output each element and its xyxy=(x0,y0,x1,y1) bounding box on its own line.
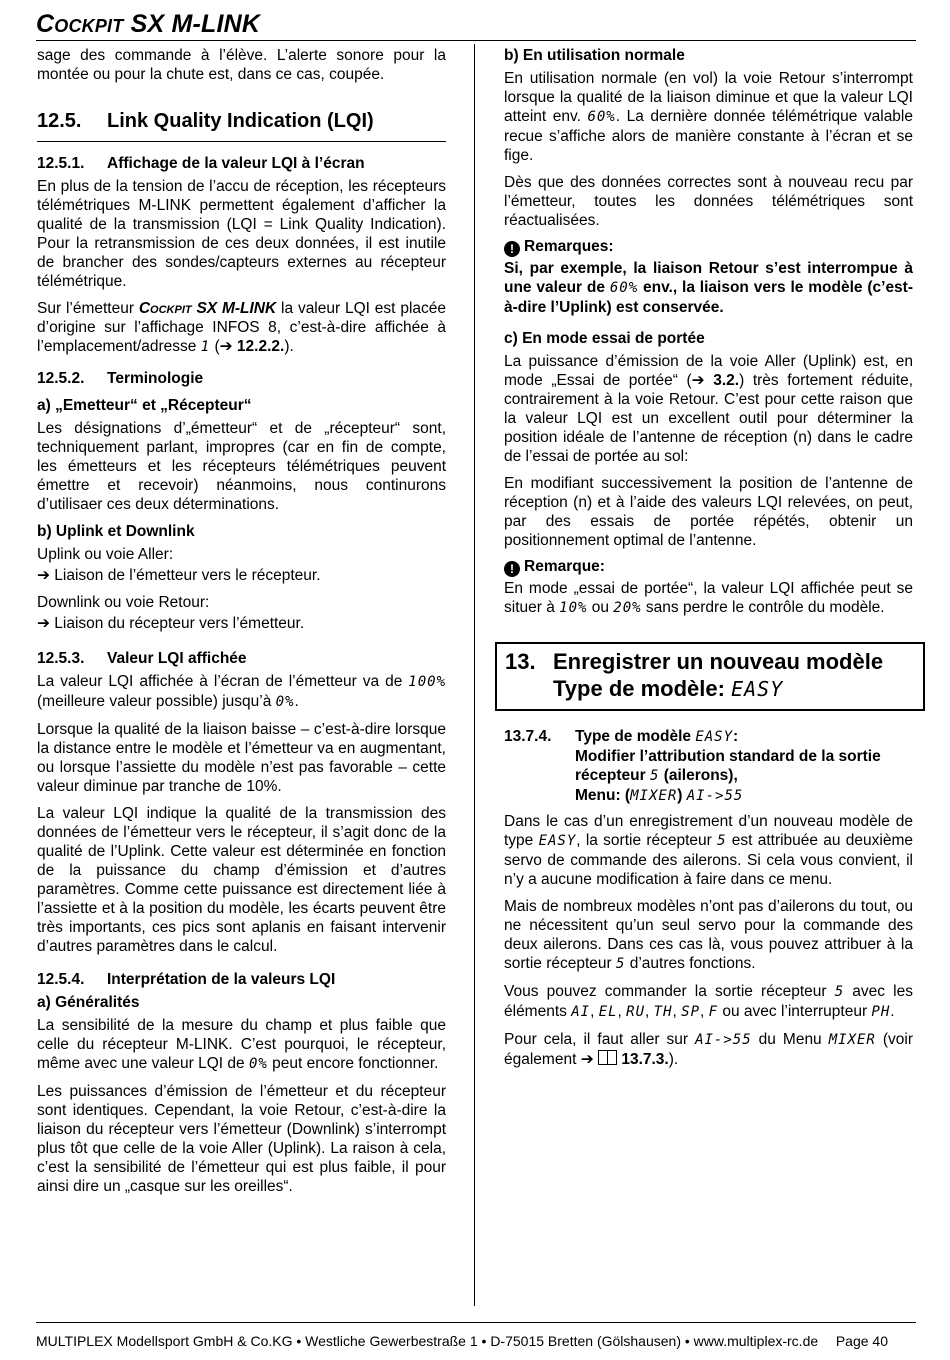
text: avec les éléments xyxy=(504,983,913,1020)
arrow-right-icon: ➔ xyxy=(37,615,50,632)
heading-line xyxy=(504,786,913,806)
text: la valeur LQI est placée d’origine sur l’affichage INFOS 8, c’est-à-dire affichée à l’emplacement/adresse xyxy=(37,300,446,355)
note-title: Remarques: xyxy=(524,238,614,255)
lcd-text: AI->55 xyxy=(695,1032,752,1048)
page-header-title xyxy=(36,10,260,39)
text: ou avec l’interrupteur xyxy=(718,1003,872,1020)
brand-model: SX M-LINK xyxy=(123,10,261,38)
arrow-right-icon: ➔ xyxy=(219,338,233,355)
note-heading xyxy=(504,558,913,577)
arrow-right-icon: ➔ xyxy=(580,1051,594,1068)
text: Menu: ( xyxy=(575,787,631,804)
heading-line: Modifier l’attribution standard de la sortie xyxy=(575,748,881,765)
lcd-text: 5 xyxy=(717,833,727,849)
text: (meilleure valeur possible) jusqu’à xyxy=(37,693,276,710)
paragraph xyxy=(504,579,913,618)
lcd-text: 5 xyxy=(649,768,660,784)
text: d’autres fonctions. xyxy=(625,955,756,972)
header-rule xyxy=(36,40,916,41)
section-13-7-4-heading xyxy=(504,727,913,806)
lcd-text: F xyxy=(708,1004,719,1020)
subheading: b) Uplink et Downlink xyxy=(37,523,195,540)
text: , xyxy=(617,1003,627,1020)
text: récepteur xyxy=(575,767,650,784)
text: : xyxy=(733,728,739,745)
paragraph xyxy=(37,614,446,633)
paragraph xyxy=(504,897,913,974)
lcd-text: AI xyxy=(571,1004,591,1020)
text: peut encore fonctionner. xyxy=(267,1055,439,1072)
text: Sur l’émetteur xyxy=(37,300,139,317)
lcd-text: 0% xyxy=(275,694,295,710)
section-12-5-2-heading xyxy=(37,369,446,388)
subheading: c) En mode essai de portée xyxy=(504,330,705,347)
paragraph xyxy=(504,982,913,1022)
footer-rule xyxy=(36,1322,916,1323)
lcd-text: 60% xyxy=(609,280,639,296)
section-number: 13.7.4. xyxy=(504,728,552,745)
lcd-text: EASY xyxy=(538,833,577,849)
subheading: a) „Emetteur“ et „Récepteur“ xyxy=(37,397,252,414)
text: . xyxy=(890,1003,895,1020)
note-title: Remarque: xyxy=(524,558,605,575)
arrow-right-icon: ➔ xyxy=(691,372,705,389)
section-title: Interprétation de la valeurs LQI xyxy=(107,971,336,988)
text: . xyxy=(294,693,299,710)
text: Liaison du récepteur vers l’émetteur. xyxy=(50,615,305,632)
text: La sensibilité de la mesure du champ et plus faible que celle du récepteur M-LINK. C’est pourquoi, le récepteur, même avec une valeur LQI de xyxy=(37,1017,446,1072)
lcd-text: 10% xyxy=(559,600,588,616)
exclamation-icon: ! xyxy=(504,561,520,577)
column-divider xyxy=(474,44,475,1306)
paragraph: Downlink ou voie Retour: xyxy=(37,594,210,611)
section-number: 13. xyxy=(505,649,536,674)
footer-text: MULTIPLEX Modellsport GmbH & Co.KG • Westliche Gewerbestraße 1 • D-75015 Bretten (Gölshausen) • www.multiplex-rc.de xyxy=(36,1333,819,1349)
text: (ailerons), xyxy=(659,767,738,784)
text: , xyxy=(672,1003,682,1020)
lcd-text: EASY xyxy=(731,677,784,701)
paragraph: Les puissances d’émission de l’émetteur et du récepteur sont identiques. Cependant, la voie Retour, c’est-à-dire la liaison du récepteur vers l’émetteur (Downlink) s’interrompt plus tôt que celle de la voie Aller (Uplink). La raison à cela, c’est la sensibilité de l’émetteur qui est plus faible, il pour ainsi dire un „casque sur les oreilles“. xyxy=(37,1083,446,1195)
lcd-text: EASY xyxy=(695,729,734,745)
text: , xyxy=(645,1003,654,1020)
note-paragraph xyxy=(504,259,913,317)
section-rule xyxy=(37,141,446,142)
text: , xyxy=(590,1003,599,1020)
text: Mais de nombreux modèles n’ont pas d’ailerons du tout, ou ne nécessitent qu’un seul servo pour la commande des deux ailerons. Dans ces cas là, vous pouvez attribuer à la sortie récepteur xyxy=(504,898,913,972)
left-column xyxy=(37,46,446,1204)
text: . La dernière donnée télémétrique valable recue s’affiche alors de manière constante à l’écran et se fige. xyxy=(504,108,913,164)
paragraph xyxy=(504,1030,913,1069)
text: (voir également xyxy=(504,1031,913,1068)
section-12-5-heading xyxy=(37,110,446,133)
paragraph xyxy=(37,299,446,357)
paragraph xyxy=(504,352,913,466)
lcd-text: 5 xyxy=(616,956,626,972)
section-13-line2 xyxy=(505,675,915,703)
text: ( xyxy=(210,338,220,355)
text: , la sortie récepteur xyxy=(576,832,718,849)
brand-model: SX M-LINK xyxy=(191,300,277,317)
paragraph: sage des commande à l’élève. L’alerte sonore pour la montée ou pour la chute est, dans ce cas, coupée. xyxy=(37,47,446,83)
lcd-text: 5 xyxy=(834,984,845,1000)
lcd-text: MIXER xyxy=(630,788,678,804)
section-13-line1 xyxy=(505,648,915,675)
lcd-text: 1 xyxy=(200,339,211,355)
paragraph: La valeur LQI indique la qualité de la transmission des données de l’émetteur vers le récepteur, il s’agit donc de la qualité de l’Uplink. Cette valeur est déterminée en fonction de la puissance du champ d’émission et d’autres paramètres. Comme cette puissance est directement liée à l’assiette et à la position du modèle, les écarts peuvent être très importants, ces pics sont aplanis en faisant intervenir d’autres paramètres dans le calcul. xyxy=(37,805,446,955)
section-title: Link Quality Indication (LQI) xyxy=(107,110,374,132)
text: La puissance d’émission de la voie Aller (Uplink) est, en mode „Essai de portée“ ( xyxy=(504,353,913,389)
text: env., la liaison vers le modèle (c’est-à-dire l’Uplink) est conservée. xyxy=(504,279,914,316)
section-number: 12.5.1. xyxy=(37,155,85,172)
lcd-text: 20% xyxy=(613,600,642,616)
section-title: Affichage de la valeur LQI à l’écran xyxy=(107,155,365,172)
section-title: Valeur LQI affichée xyxy=(107,650,247,667)
lcd-text: 0% xyxy=(248,1056,268,1072)
lcd-text: RU xyxy=(626,1004,646,1020)
text: ). xyxy=(668,1051,679,1068)
lcd-text: TH xyxy=(653,1004,673,1020)
lcd-text: SP xyxy=(681,1004,700,1020)
section-number: 12.5.2. xyxy=(37,370,85,387)
text: du Menu xyxy=(751,1031,829,1048)
brand-small-caps: Cockpit xyxy=(138,300,192,317)
paragraph xyxy=(504,812,913,889)
text: Dans le cas d’un enregistrement d’un nouveau modèle de type xyxy=(504,813,913,849)
text: sans perdre le contrôle du modèle. xyxy=(641,599,885,616)
right-column xyxy=(504,46,913,1077)
text: Liaison de l’émetteur vers le récepteur. xyxy=(50,567,321,584)
paragraph xyxy=(37,566,446,585)
cross-reference: 12.2.2. xyxy=(236,338,285,355)
text: ) très fortement réduite, contrairement à la voie Retour. C’est pour cette raison que la valeur LQI est un excellent outil pour déterminer la position idéale de l’antenne de réception (n) dans le cadre de l’essai de portée au sol: xyxy=(504,372,913,465)
exclamation-icon: ! xyxy=(504,241,520,257)
text: , xyxy=(700,1003,709,1020)
lcd-text: 60% xyxy=(587,109,616,125)
text: Type de modèle: xyxy=(553,676,732,701)
text: Type de modèle xyxy=(575,728,696,745)
lcd-text: PH xyxy=(871,1004,891,1020)
lcd-text: EL xyxy=(598,1004,618,1020)
text: ). xyxy=(284,338,294,355)
paragraph: Uplink ou voie Aller: xyxy=(37,546,174,563)
page-number: Page 40 xyxy=(835,1333,888,1349)
text: est attribuée au deuxième servo de commande des ailerons. Si cela vous convient, il n’y a aucune modification à faire dans ce menu. xyxy=(504,832,913,888)
section-12-5-3-heading xyxy=(37,649,446,668)
paragraph: Les désignations d’„émetteur“ et de „récepteur“ sont, techniquement parlant, impropres (car en fin de compte, les émetteurs et les récepteurs télémétriques peuvent émettre et recevoir) néanmoins, nous continurons d’utilisaer ces deux déterminations. xyxy=(37,420,446,513)
paragraph xyxy=(37,672,446,712)
text: En mode „essai de portée“, la valeur LQI affichée peut se situer à xyxy=(504,580,913,616)
section-number: 12.5.4. xyxy=(37,971,85,988)
heading-line xyxy=(504,727,913,747)
section-title: Enregistrer un nouveau modèle xyxy=(553,649,884,674)
section-12-5-4-heading xyxy=(37,970,446,989)
text: ou xyxy=(587,599,614,616)
heading-line xyxy=(504,766,913,786)
brand-small-caps: Cockpit xyxy=(36,10,124,38)
cross-reference: 13.7.3. xyxy=(621,1051,669,1068)
paragraph: En modifiant successivement la position de l’antenne de réception (n) et à l’aide des valeurs LQI relevées, on peut, par des essais de portée répétés, obtenir un positionnement optimal de l’antenne. xyxy=(504,475,913,549)
note-heading xyxy=(504,238,913,257)
subheading: a) Généralités xyxy=(37,994,140,1011)
book-icon xyxy=(598,1050,617,1065)
section-number: 12.5.3. xyxy=(37,650,85,667)
lcd-text: 100% xyxy=(408,674,446,690)
text: La valeur LQI affichée à l’écran de l’émetteur va de xyxy=(37,673,409,690)
text: Pour cela, il faut aller sur xyxy=(504,1031,696,1048)
text: ) xyxy=(677,787,687,804)
paragraph: En plus de la tension de l’accu de réception, les récepteurs télémétriques M-LINK permettent également d’afficher la qualité de la transmission (LQI = Link Quality Indication). Pour la retransmission de ces deux données, il est inutile de brancher des sondes/capteurs externes au récepteur télémétrique. xyxy=(37,178,446,290)
arrow-right-icon: ➔ xyxy=(37,567,50,584)
section-12-5-1-heading xyxy=(37,154,446,173)
section-13-heading-box xyxy=(495,642,925,711)
text: En utilisation normale (en vol) la voie Retour s’interrompt lorsque la qualité de la liaison diminue et que la valeur LQI atteint env. xyxy=(504,70,913,125)
text: Vous pouvez commander la sortie récepteur xyxy=(504,983,835,1000)
paragraph: Dès que des données correctes sont à nouveau recu par l’émetteur, toutes les données télémétriques sont réactualisées. xyxy=(504,174,913,229)
section-number: 12.5. xyxy=(37,110,82,132)
subheading: b) En utilisation normale xyxy=(504,47,685,64)
paragraph xyxy=(504,69,913,165)
text: Si, par exemple, la liaison Retour s’est interrompue à une valeur de xyxy=(504,260,913,296)
section-title: Terminologie xyxy=(107,370,204,387)
paragraph xyxy=(37,1016,446,1074)
lcd-text: AI->55 xyxy=(686,788,744,804)
lcd-text: MIXER xyxy=(828,1032,876,1048)
cross-reference: 3.2. xyxy=(713,372,740,389)
paragraph: Lorsque la qualité de la liaison baisse – c’est-à-dire lorsque la distance entre le modèle et l’émetteur va en augmentant, ou lorsque l’assiette du modèle n’est pas favorable – cette valeur diminue par tranche de 10%. xyxy=(37,721,446,795)
